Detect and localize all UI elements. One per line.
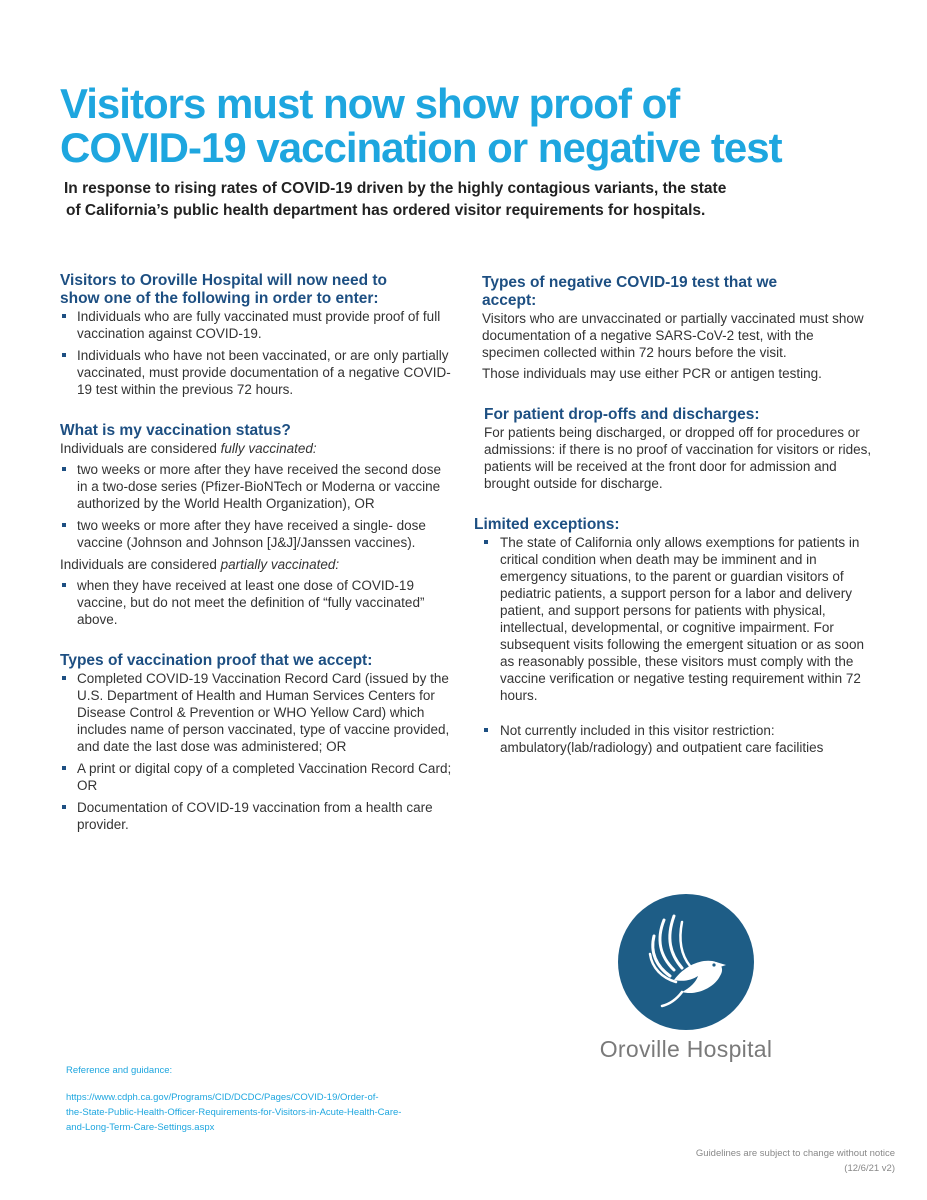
reference-block <box>66 1063 486 1135</box>
partially-vaccinated-label <box>60 556 452 573</box>
status-heading: What is my vaccination status? <box>60 422 291 439</box>
tests-paragraph-1: Visitors who are unvaccinated or partially vaccinated must show documentation of a negative SARS-CoV-2 test, with the specimen collected within 72 hours before the visit. <box>482 311 864 360</box>
tests-heading <box>482 274 874 310</box>
visitors-section <box>60 272 452 398</box>
fully-vaccinated-label <box>60 440 452 457</box>
reference-url-line-1[interactable]: https://www.cdph.ca.gov/Programs/CID/DCDC/Pages/COVID-19/Order-of- <box>66 1092 379 1103</box>
reference-url[interactable] <box>66 1090 486 1135</box>
exceptions-list <box>482 534 874 756</box>
page-title <box>60 82 782 170</box>
tests-heading-line-1: Types of negative COVID-19 test that we <box>482 274 778 291</box>
intro-line-1: In response to rising rates of COVID-19 driven by the highly contagious variants, the state <box>64 180 727 197</box>
tests-heading-line-2: accept: <box>482 292 537 309</box>
dropoffs-section <box>474 406 874 492</box>
reference-url-line-3[interactable]: and-Long-Term-Care-Settings.aspx <box>66 1122 215 1133</box>
fully-vaccinated-list <box>60 461 452 551</box>
fully-em: fully vaccinated: <box>220 441 317 456</box>
proof-section <box>60 652 452 833</box>
list-item: two weeks or more after they have received the second dose in a two-dose series (Pfizer-BioNTech or Moderna or vaccine authorized by the World Health Organization), OR <box>60 461 452 512</box>
proof-heading: Types of vaccination proof that we accept: <box>60 652 373 669</box>
partially-vaccinated-list <box>60 577 452 628</box>
tests-section <box>474 274 874 382</box>
exceptions-list-wrap <box>474 534 874 756</box>
logo-text: Oroville Hospital <box>599 1036 773 1062</box>
exceptions-heading: Limited exceptions: <box>474 516 620 533</box>
visitors-heading <box>60 272 452 308</box>
tests-paragraph-2: Those individuals may use either PCR or antigen testing. <box>482 366 822 381</box>
visitors-heading-line-2: show one of the following in order to enter: <box>60 290 379 307</box>
status-section <box>60 422 452 628</box>
partial-prefix: Individuals are considered <box>60 557 221 572</box>
footer-note <box>696 1146 895 1176</box>
bird-emblem-icon <box>616 892 756 1032</box>
list-item: Individuals who have not been vaccinated, or are only partially vaccinated, must provide documentation of a negative COVID-19 test within the previous 72 hours. <box>60 347 452 398</box>
fully-prefix: Individuals are considered <box>60 441 221 456</box>
list-item: Completed COVID-19 Vaccination Record Card (issued by the U.S. Department of Health and Human Services Centers for Disease Control & Prevention or WHO Yellow Card) which includes name of person vaccinated, type of vaccine provided, and date the last dose was administered; OR <box>60 670 452 755</box>
list-item: when they have received at least one dose of COVID-19 vaccine, but do not meet the definition of “fully vaccinated” above. <box>60 577 452 628</box>
intro-line-2: of California’s public health department has ordered visitor requirements for hospitals. <box>66 202 706 219</box>
reference-url-line-2[interactable]: the-State-Public-Health-Officer-Requirements-for-Visitors-in-Acute-Health-Care- <box>66 1107 402 1118</box>
left-column <box>60 272 452 857</box>
visitors-list <box>60 308 452 398</box>
title-line-1: Visitors must now show proof of <box>60 80 680 127</box>
list-item: Individuals who are fully vaccinated must provide proof of full vaccination against COVID-19. <box>60 308 452 342</box>
proof-list <box>60 670 452 833</box>
list-item: Documentation of COVID-19 vaccination from a health care provider. <box>60 799 452 833</box>
list-item: two weeks or more after they have received a single- dose vaccine (Johnson and Johnson [J&J]/Janssen vaccines). <box>60 517 452 551</box>
visitors-heading-line-1: Visitors to Oroville Hospital will now need to <box>60 272 387 289</box>
dropoffs-heading: For patient drop-offs and discharges: <box>484 406 760 423</box>
list-item: Not currently included in this visitor restriction: ambulatory(lab/radiology) and outpatient care facilities <box>482 722 874 756</box>
dropoffs-paragraph: For patients being discharged, or dropped off for procedures or admissions: if there is no proof of vaccination for visitors or rides, patients will be received at the front door for admission and brought outside for discharge. <box>484 425 872 491</box>
list-item: The state of California only allows exemptions for patients in critical condition when death may be imminent and in emergency situations, to the parent or guardian visitors of pediatric patients, a support person for a labor and delivery patient, and support persons for patients with physical, intellectual, developmental, or cognitive impairment. For subsequent visits following the emergent situation or as soon as reasonably possible, these visitors must comply with the vaccine verification or negative testing requirement within 72 hours. <box>482 534 874 704</box>
intro-text <box>64 178 864 222</box>
footer-line-1: Guidelines are subject to change without notice <box>695 1148 895 1159</box>
reference-label: Reference and guidance: <box>66 1065 173 1076</box>
title-line-2: COVID-19 vaccination or negative test <box>60 124 782 171</box>
footer-line-2: (12/6/21 v2) <box>844 1163 895 1174</box>
exceptions-section <box>474 516 874 756</box>
oroville-hospital-logo <box>584 892 788 1068</box>
partial-em: partially vaccinated: <box>220 557 340 572</box>
list-item: A print or digital copy of a completed Vaccination Record Card; OR <box>60 760 452 794</box>
right-column <box>474 274 874 780</box>
